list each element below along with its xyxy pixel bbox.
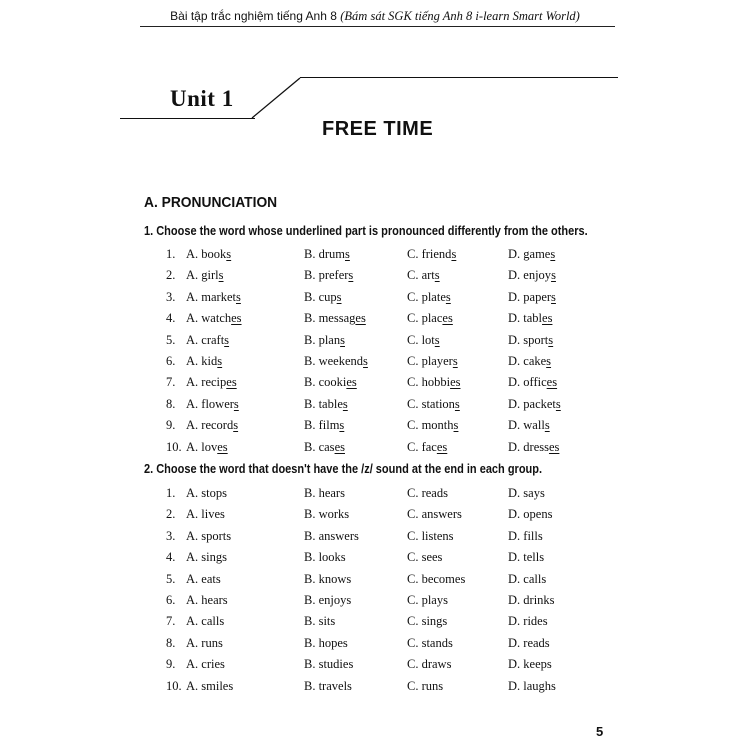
option-a: A. records bbox=[186, 418, 239, 433]
option-a: A. sports bbox=[186, 528, 232, 543]
underlined-ending: s bbox=[218, 268, 224, 283]
header-text: Bài tập trắc nghiệm tiếng Anh 8 bbox=[170, 9, 341, 23]
item-number: 6. bbox=[166, 593, 176, 607]
option-c: C. plays bbox=[407, 593, 448, 607]
q2-item-row bbox=[166, 593, 606, 611]
running-header bbox=[140, 9, 610, 24]
item-number: 10. bbox=[166, 439, 182, 454]
option-c: C. months bbox=[407, 418, 459, 433]
page-number: 5 bbox=[596, 724, 604, 739]
option-a: A. books bbox=[186, 247, 232, 261]
q1-item-row bbox=[166, 333, 606, 351]
option-a: A. recipes bbox=[186, 375, 237, 390]
underlined-ending: s bbox=[226, 247, 232, 261]
item-number: 6. bbox=[166, 354, 176, 368]
option-b: B. enjoys bbox=[304, 593, 352, 607]
q2-item-row bbox=[166, 572, 606, 590]
option-a: A. hears bbox=[186, 593, 228, 607]
option-a: A. flowers bbox=[186, 396, 239, 411]
option-b: B. looks bbox=[304, 550, 346, 565]
option-d: D. calls bbox=[508, 571, 547, 586]
option-a: A. crafts bbox=[186, 332, 230, 347]
item-number: 5. bbox=[166, 571, 176, 586]
q1-item-row bbox=[166, 247, 606, 265]
q1-item-row bbox=[166, 397, 606, 415]
item-number: 7. bbox=[166, 614, 176, 629]
item-number: 9. bbox=[166, 657, 176, 672]
underlined-ending: es bbox=[442, 311, 453, 326]
option-b: B. studies bbox=[304, 657, 354, 672]
option-b: B. films bbox=[304, 418, 345, 433]
underlined-ending: s bbox=[224, 332, 230, 347]
section-title: A. PRONUNCIATION bbox=[144, 194, 278, 211]
q2-item-row bbox=[166, 550, 606, 568]
option-b: B. cookies bbox=[304, 375, 357, 390]
underlined-ending: s bbox=[546, 354, 552, 368]
item-number: 5. bbox=[166, 332, 176, 347]
q2-item-row bbox=[166, 486, 606, 504]
option-c: C. places bbox=[407, 311, 453, 326]
option-c: C. sees bbox=[407, 550, 443, 565]
option-c: C. stations bbox=[407, 396, 460, 411]
option-a: A. smiles bbox=[186, 678, 234, 693]
option-b: B. works bbox=[304, 507, 350, 522]
option-a: A. loves bbox=[186, 439, 228, 454]
option-c: C. hobbies bbox=[407, 375, 461, 390]
underlined-ending: s bbox=[342, 396, 348, 411]
item-number: 4. bbox=[166, 311, 176, 326]
underlined-ending: s bbox=[217, 354, 223, 368]
option-d: D. packets bbox=[508, 396, 561, 411]
option-b: B. messages bbox=[304, 311, 366, 326]
option-d: D. cakes bbox=[508, 354, 552, 368]
underlined-ending: s bbox=[550, 247, 556, 261]
item-number: 1. bbox=[166, 486, 176, 500]
item-number: 8. bbox=[166, 396, 176, 411]
q1-item-row bbox=[166, 440, 606, 458]
option-b: B. drums bbox=[304, 247, 350, 261]
underlined-ending: es bbox=[334, 439, 345, 454]
unit-top-rule bbox=[300, 77, 618, 78]
option-b: B. cups bbox=[304, 289, 342, 304]
option-d: D. walls bbox=[508, 418, 550, 433]
option-a: A. watches bbox=[186, 311, 242, 326]
option-c: C. runs bbox=[407, 678, 444, 693]
option-d: D. laughs bbox=[508, 678, 556, 693]
q2-item-row bbox=[166, 679, 606, 697]
option-a: A. kids bbox=[186, 354, 223, 368]
option-b: B. plans bbox=[304, 332, 345, 347]
underlined-ending: s bbox=[339, 418, 345, 433]
q1-item-row bbox=[166, 375, 606, 393]
item-number: 3. bbox=[166, 289, 176, 304]
option-d: D. sports bbox=[508, 332, 554, 347]
item-number: 2. bbox=[166, 268, 176, 283]
option-c: C. plates bbox=[407, 289, 451, 304]
option-c: C. listens bbox=[407, 528, 454, 543]
option-d: D. tells bbox=[508, 550, 545, 565]
option-c: C. stands bbox=[407, 635, 453, 650]
underlined-ending: s bbox=[233, 396, 239, 411]
option-c: C. faces bbox=[407, 439, 448, 454]
option-d: D. keeps bbox=[508, 657, 552, 672]
underlined-ending: es bbox=[217, 439, 228, 454]
item-number: 3. bbox=[166, 528, 176, 543]
option-d: D. dresses bbox=[508, 439, 560, 454]
option-c: C. draws bbox=[407, 657, 452, 672]
option-c: C. lots bbox=[407, 332, 440, 347]
option-d: D. says bbox=[508, 486, 545, 500]
option-b: B. hopes bbox=[304, 635, 348, 650]
option-c: C. sings bbox=[407, 614, 448, 629]
q1-item-row bbox=[166, 290, 606, 308]
option-b: B. prefers bbox=[304, 268, 354, 283]
option-d: D. opens bbox=[508, 507, 553, 522]
underlined-ending: es bbox=[226, 375, 237, 390]
option-b: B. knows bbox=[304, 571, 352, 586]
option-b: B. tables bbox=[304, 396, 348, 411]
underlined-ending: es bbox=[231, 311, 242, 326]
option-b: B. hears bbox=[304, 486, 345, 500]
unit-slash-decoration bbox=[250, 77, 306, 119]
option-c: C. arts bbox=[407, 268, 440, 283]
underlined-ending: s bbox=[233, 418, 239, 433]
q2-item-row bbox=[166, 507, 606, 525]
underlined-ending: s bbox=[235, 289, 241, 304]
q2-item-row bbox=[166, 614, 606, 632]
underlined-ending: s bbox=[340, 332, 345, 347]
underlined-ending: s bbox=[451, 247, 457, 261]
option-c: C. friends bbox=[407, 247, 457, 261]
option-c: C. players bbox=[407, 354, 458, 368]
underlined-ending: s bbox=[348, 268, 354, 283]
option-d: D. offices bbox=[508, 375, 558, 390]
q1-item-row bbox=[166, 418, 606, 436]
underlined-ending: es bbox=[450, 375, 461, 390]
q1-item-row bbox=[166, 354, 606, 372]
option-b: B. travels bbox=[304, 678, 352, 693]
underlined-ending: s bbox=[544, 418, 550, 433]
page-title: FREE TIME bbox=[322, 118, 434, 140]
q2-item-row bbox=[166, 529, 606, 547]
q2-item-row bbox=[166, 636, 606, 654]
option-d: D. games bbox=[508, 247, 556, 261]
option-b: B. cases bbox=[304, 439, 345, 454]
option-d: D. fills bbox=[508, 528, 543, 543]
option-d: D. reads bbox=[508, 635, 550, 650]
option-a: A. runs bbox=[186, 635, 223, 650]
option-a: A. calls bbox=[186, 614, 225, 629]
header-italic-text: (Bám sát SGK tiếng Anh 8 i-learn Smart World) bbox=[340, 9, 580, 23]
option-a: A. sings bbox=[186, 550, 227, 565]
underlined-ending: es bbox=[546, 375, 558, 390]
underlined-ending: es bbox=[548, 439, 560, 454]
underlined-ending: es bbox=[355, 311, 366, 326]
underlined-ending: es bbox=[346, 375, 357, 390]
item-number: 7. bbox=[166, 375, 176, 390]
underlined-ending: s bbox=[452, 354, 458, 368]
q1-item-row bbox=[166, 268, 606, 286]
question-2-title: 2. Choose the word that doesn't have the /z/ sound at the end in each group. bbox=[144, 462, 543, 476]
underlined-ending: s bbox=[336, 289, 342, 304]
option-d: D. enjoys bbox=[508, 268, 556, 283]
underlined-ending: s bbox=[344, 247, 350, 261]
underlined-ending: s bbox=[551, 289, 556, 304]
underlined-ending: s bbox=[434, 332, 440, 347]
underlined-ending: s bbox=[363, 354, 368, 368]
option-c: C. answers bbox=[407, 507, 462, 522]
underlined-ending: s bbox=[555, 396, 561, 411]
option-a: A. cries bbox=[186, 657, 225, 672]
underlined-ending: es bbox=[542, 311, 553, 326]
unit-underline bbox=[120, 118, 255, 119]
option-d: D. rides bbox=[508, 614, 548, 629]
option-a: A. markets bbox=[186, 289, 241, 304]
option-c: C. becomes bbox=[407, 571, 466, 586]
item-number: 4. bbox=[166, 550, 176, 565]
option-d: D. tables bbox=[508, 311, 553, 326]
option-a: A. eats bbox=[186, 571, 221, 586]
item-number: 9. bbox=[166, 418, 176, 433]
item-number: 2. bbox=[166, 507, 176, 522]
underlined-ending: s bbox=[548, 332, 554, 347]
option-b: B. sits bbox=[304, 614, 336, 629]
item-number: 10. bbox=[166, 678, 182, 693]
item-number: 1. bbox=[166, 247, 176, 261]
option-d: D. papers bbox=[508, 289, 556, 304]
underlined-ending: es bbox=[436, 439, 448, 454]
underlined-ending: s bbox=[551, 268, 556, 283]
item-number: 8. bbox=[166, 635, 176, 650]
option-c: C. reads bbox=[407, 486, 448, 500]
underlined-ending: s bbox=[454, 396, 460, 411]
q1-item-row bbox=[166, 311, 606, 329]
underlined-ending: s bbox=[445, 289, 451, 304]
option-d: D. drinks bbox=[508, 593, 555, 607]
question-1-title: 1. Choose the word whose underlined part is pronounced differently from the others. bbox=[144, 224, 588, 238]
underlined-ending: s bbox=[434, 268, 440, 283]
option-b: B. weekends bbox=[304, 354, 368, 368]
option-a: A. girls bbox=[186, 268, 224, 283]
option-a: A. stops bbox=[186, 486, 227, 500]
option-b: B. answers bbox=[304, 528, 359, 543]
underlined-ending: s bbox=[453, 418, 459, 433]
q2-item-row bbox=[166, 657, 606, 675]
header-rule bbox=[140, 26, 615, 27]
option-a: A. lives bbox=[186, 507, 225, 522]
unit-label: Unit 1 bbox=[170, 86, 234, 111]
